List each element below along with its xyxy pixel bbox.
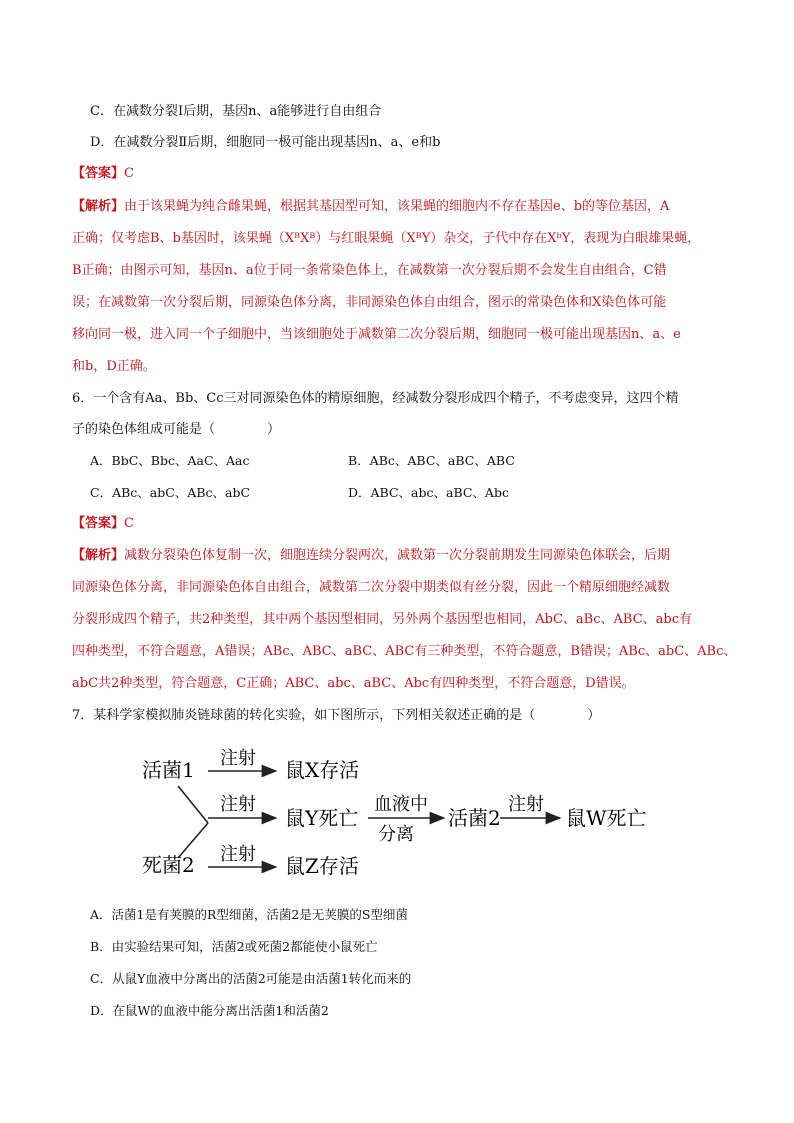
blood-label: 血液中 — [374, 794, 428, 815]
mouse-w-label: 鼠W死亡 — [566, 806, 647, 830]
inject-label-3: 注射 — [220, 844, 256, 865]
analysis-line: 误；在减数第一次分裂后期，同源染色体分离，非同源染色体自由组合，图示的常染色体和X染色体可能 — [72, 295, 667, 310]
q5-option-c: C．在减数分裂Ⅰ后期，基因n、a能够进行自由组合 — [90, 104, 382, 119]
analysis-line: 正确；仅考虑B、b基因时，该果蝇（XᴮXᴮ）与红眼果蝇（XᴮY）杂交，子代中存在XᵇY，表现为白眼雄果蝇， — [72, 231, 701, 246]
analysis-line: 和b，D正确。 — [72, 359, 156, 374]
live-bacteria-1-label: 活菌1 — [142, 758, 195, 782]
analysis-line: abC共2种类型，符合题意，C正确；ABC、abc、aBC、Abc有四种类型，不符合题意，D错误。 — [72, 676, 635, 691]
analysis-line: B正确；由图示可知，基因n、a位于同一条常染色体上，在减数第一次分裂后期不会发生自由组合，C错 — [72, 263, 667, 278]
stem-line: 子的染色体组成可能是（ ） — [72, 422, 281, 437]
q5-answer — [72, 164, 134, 184]
q7-stem: 7．某科学家模拟肺炎链球菌的转化实验，如下图所示，下列相关叙述正确的是（ ） — [72, 708, 601, 723]
stem-line: 6．一个含有Aa、Bb、Cc三对同源染色体的精原细胞，经减数分裂形成四个精子，不考虑变异，这四个精 — [72, 391, 679, 406]
analysis-text: 由于该果蝇为纯合雌果蝇，根据其基因型可知，该果蝇的细胞内不存在基因e、b的等位基因，A — [124, 199, 670, 214]
inject-label-4: 注射 — [508, 794, 544, 815]
analysis-tag: 【解析】 — [72, 548, 125, 563]
answer-value: C — [124, 516, 134, 531]
q7-option-b: B．由实验结果可知，活菌2或死菌2都能使小鼠死亡 — [90, 939, 378, 954]
mouse-y-label: 鼠Y死亡 — [285, 806, 359, 830]
q7-option-d: D．在鼠W的血液中能分离出活菌1和活菌2 — [90, 1003, 329, 1018]
mouse-x-label: 鼠X存活 — [285, 758, 360, 782]
q7-option-c: C．从鼠Y血液中分离出的活菌2可能是由活菌1转化而来的 — [90, 971, 412, 986]
analysis-line: 分裂形成四个精子，共2种类型，其中两个基因型相同，另外两个基因型也相同，AbC、aBc、ABC、abc有 — [72, 612, 692, 627]
dead-bacteria-2-label: 死菌2 — [142, 853, 195, 877]
answer-value: C — [124, 166, 134, 181]
q6-option-b: B．ABc、ABC、aBC、ABC — [348, 453, 515, 468]
analysis-line: 同源染色体分离，非同源染色体自由组合，减数第二次分裂中期类似有丝分裂，因此一个精原细胞经减数 — [72, 580, 671, 595]
inject-label-2: 注射 — [220, 794, 256, 815]
answer-tag: 【答案】 — [72, 516, 125, 531]
q6-answer — [72, 514, 134, 534]
branch-line — [178, 786, 208, 823]
analysis-text: 减数分裂染色体复制一次，细胞连续分裂两次，减数第一次分裂前期发生同源染色体联会，后期 — [124, 548, 671, 563]
analysis-line: 四种类型，不符合题意，A错误；ABc、ABC、aBC、ABC有三种类型，不符合题意，B错误；ABc、abC、ABc、 — [72, 644, 737, 659]
q5-option-d: D．在减数分裂Ⅱ后期，细胞同一极可能出现基因n、a、e和b — [90, 135, 441, 150]
analysis-tag: 【解析】 — [72, 199, 125, 214]
q6-option-c: C．ABc、abC、ABc、abC — [90, 485, 251, 500]
transformation-diagram — [130, 740, 670, 890]
analysis-line: 移向同一极，进入同一个子细胞中，当该细胞处于减数第二次分裂后期，细胞同一极可能出现基因n、a、e — [72, 327, 681, 342]
q6-option-a: A．BbC、Bbc、AaC、Aac — [90, 453, 250, 468]
answer-tag: 【答案】 — [72, 166, 125, 181]
analysis-line — [72, 197, 669, 217]
separate-label: 分离 — [378, 824, 414, 845]
mouse-z-label: 鼠Z存活 — [285, 854, 359, 878]
q6-option-d: D．ABC、abc、aBC、Abc — [348, 485, 509, 500]
live-bacteria-2-label: 活菌2 — [448, 806, 501, 830]
q7-option-a: A．活菌1是有荚膜的R型细菌，活菌2是无荚膜的S型细菌 — [90, 907, 408, 922]
inject-label-1: 注射 — [220, 748, 256, 769]
analysis-line — [72, 546, 670, 566]
